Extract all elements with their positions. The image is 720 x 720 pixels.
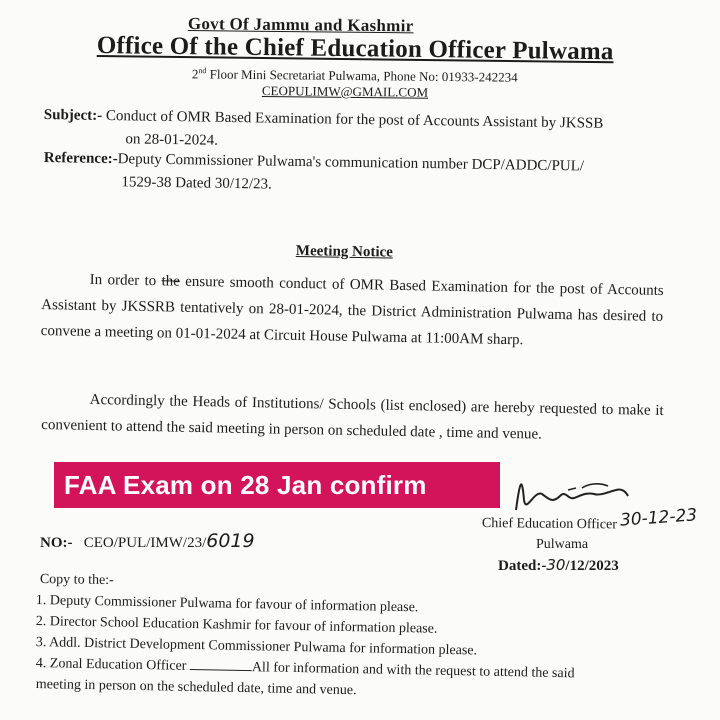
copy-item-4-start: 4. Zonal Education Officer (35, 656, 187, 674)
subject-line1: Conduct of OMR Based Examination for the post of Accounts Assistant by JKSSB (105, 107, 604, 132)
govt-heading: Govt Of Jammu and Kashmir (187, 14, 414, 36)
copy-item-4-line2: meeting in person on the scheduled date, time and venue. (35, 677, 357, 699)
reference-line1: Deputy Commissioner Pulwama's communication number DCP/ADDC/PUL/ (117, 151, 585, 175)
signatory-place: Pulwama (536, 537, 589, 552)
dated-handwritten: 30 (546, 556, 566, 574)
paragraph1-start: In order to (89, 271, 157, 290)
copy-item-2: 2. Director School Education Kashmir for favour of information please. (35, 614, 438, 637)
reference-block (43, 147, 584, 201)
copy-item-1: 1. Deputy Commissioner Pulwama for favour of information please. (35, 593, 419, 616)
signature-dated (498, 556, 619, 575)
overlay-banner: FAA Exam on 28 Jan confirm (54, 462, 500, 508)
copy-to-label: Copy to the:- (39, 572, 114, 589)
copy-item-4-rest: All for information and with the request to attend the said (251, 660, 575, 682)
blank-line (190, 669, 252, 671)
copy-item-3: 3. Addl. District Development Commissioner Pulwama for information please. (35, 635, 478, 659)
signatory-designation: Chief Education Officer (481, 516, 618, 533)
dated-rest: /12/2023 (565, 558, 619, 574)
office-email[interactable]: CEOPULIMW@GMAIL.COM (261, 83, 429, 100)
address-floor-suffix: nd (198, 66, 207, 76)
paragraph1-rest: ensure smooth conduct of OMR Based Examination for the post of Accounts Assistant by JKSSRB tentatively on 28-01-2024, the District Administration Pulwama has desired to convene a meeting on 01-01-2024 at Circuit House Pulwama at 11:00AM sharp. (40, 273, 664, 349)
paragraph-1 (41, 266, 664, 356)
reference-line2: 1529-38 Dated 30/12/23. (121, 174, 272, 193)
dated-label: Dated:- (498, 558, 547, 574)
no-label: NO:- (40, 535, 73, 551)
subject-line2: on 28-01-2024. (125, 131, 219, 149)
notice-title: Meeting Notice (295, 243, 394, 261)
paragraph-2: Accordingly the Heads of Institutions/ Schools (list enclosed) are hereby requested to make it convenient to attend the said meeting in person on scheduled date , time and venue. (41, 391, 664, 443)
signature-handwritten-date: 30-12-23 (619, 505, 698, 531)
reference-label: Reference:- (43, 149, 118, 168)
no-value: CEO/PUL/IMW/23/ (83, 535, 207, 551)
office-address (192, 66, 518, 86)
address-text: Floor Mini Secretariat Pulwama, Phone No: 01933-242234 (209, 66, 518, 85)
reference-number (40, 530, 255, 552)
office-title: Office Of the Chief Education Officer Pulwama (96, 32, 614, 66)
address-floor: 2 (191, 66, 199, 82)
no-handwritten: 6019 (206, 530, 255, 552)
subject-label: Subject:- (43, 106, 103, 124)
struck-word: the (161, 273, 181, 290)
